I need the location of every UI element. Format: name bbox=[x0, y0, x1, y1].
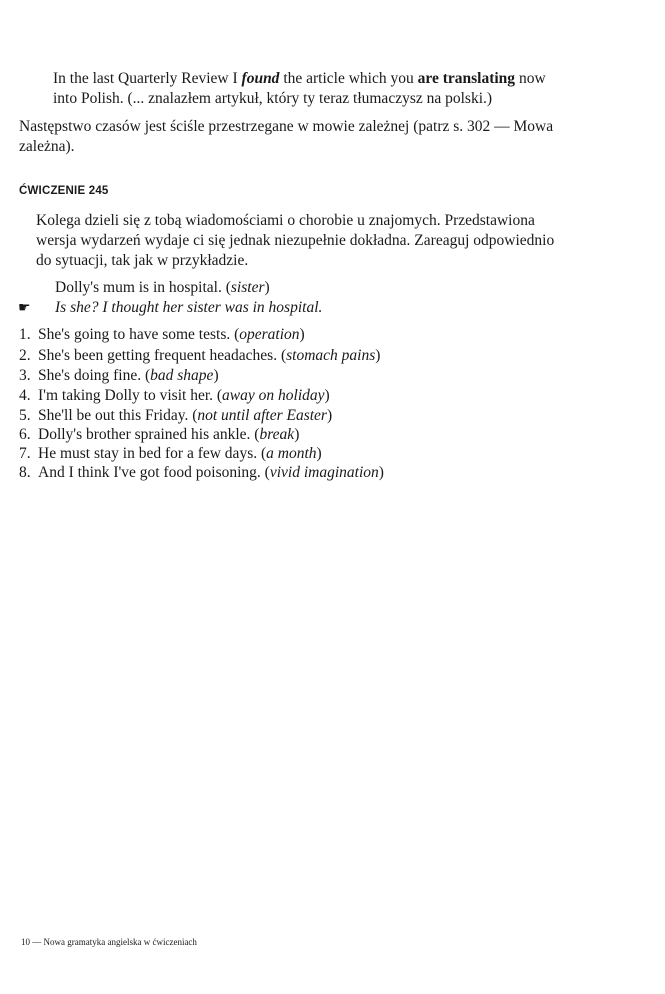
page-footer: 10 — Nowa gramatyka angielska w ćwiczeniach bbox=[21, 937, 197, 947]
item-cue: break bbox=[259, 426, 295, 443]
item-number: 2. bbox=[19, 347, 31, 364]
list-item bbox=[19, 406, 332, 426]
item-cue: stomach pains bbox=[286, 347, 376, 364]
item-close: ) bbox=[375, 347, 381, 364]
item-close: ) bbox=[299, 326, 305, 343]
item-close: ) bbox=[213, 367, 219, 384]
intro-example bbox=[53, 69, 613, 109]
exercise-title: ĆWICZENIE 245 bbox=[19, 185, 109, 197]
item-cue: not until after Easter bbox=[197, 407, 327, 424]
item-number: 4. bbox=[19, 387, 31, 404]
item-cue: operation bbox=[239, 326, 300, 343]
item-text: She's going to have some tests. ( bbox=[38, 326, 240, 343]
example-answer-text: Is she? I thought her sister was in hospital. bbox=[55, 299, 323, 316]
example-prompt bbox=[55, 278, 270, 298]
item-text: He must stay in bed for a few days. ( bbox=[38, 445, 267, 462]
instruction-line-3: do sytuacji, tak jak w przykładzie. bbox=[36, 252, 249, 269]
example-answer bbox=[55, 298, 322, 318]
item-cue: away on holiday bbox=[222, 387, 325, 404]
list-item bbox=[19, 463, 384, 483]
pointing-hand-icon: ☛ bbox=[18, 301, 31, 316]
list-item bbox=[19, 346, 380, 366]
intro-text: now bbox=[515, 70, 546, 87]
item-number: 7. bbox=[19, 445, 31, 462]
item-close: ) bbox=[316, 445, 322, 462]
item-text: Dolly's brother sprained his ankle. ( bbox=[38, 426, 260, 443]
intro-line-1 bbox=[53, 69, 613, 89]
example-cue: sister bbox=[230, 279, 265, 296]
item-text: She's been getting frequent headaches. ( bbox=[38, 347, 287, 364]
item-text: She's doing fine. ( bbox=[38, 367, 151, 384]
grammar-note bbox=[19, 117, 619, 157]
list-item bbox=[19, 366, 219, 386]
item-number: 8. bbox=[19, 464, 31, 481]
item-cue: bad shape bbox=[150, 367, 214, 384]
item-text: And I think I've got food poisoning. ( bbox=[38, 464, 270, 481]
instruction-line-1: Kolega dzieli się z tobą wiadomościami o chorobie u znajomych. Przedstawiona bbox=[36, 212, 535, 229]
intro-line-2: into Polish. (... znalazłem artykuł, który ty teraz tłumaczysz na polski.) bbox=[53, 90, 493, 107]
list-item bbox=[19, 386, 330, 406]
list-item bbox=[19, 325, 305, 345]
exercise-instruction bbox=[36, 211, 626, 271]
instruction-line-2: wersja wydarzeń wydaje ci się jednak niezupełnie dokładna. Zareaguj odpowiednio bbox=[36, 232, 555, 249]
example-close: ) bbox=[264, 279, 270, 296]
example-text: Dolly's mum is in hospital. ( bbox=[55, 279, 231, 296]
intro-emphasis-translating: are translating bbox=[417, 70, 516, 87]
item-close: ) bbox=[326, 407, 333, 424]
intro-emphasis-found: found bbox=[241, 70, 280, 87]
item-number: 3. bbox=[19, 367, 31, 384]
item-number: 1. bbox=[19, 326, 31, 343]
intro-text: the article which you bbox=[279, 70, 418, 87]
item-cue: vivid imagination bbox=[269, 464, 379, 481]
item-number: 6. bbox=[19, 426, 31, 443]
item-close: ) bbox=[324, 387, 330, 404]
item-cue: a month bbox=[266, 445, 317, 462]
note-line-2: zależna). bbox=[19, 138, 75, 155]
item-text: She'll be out this Friday. ( bbox=[38, 407, 198, 424]
item-close: ) bbox=[294, 426, 300, 443]
item-number: 5. bbox=[19, 407, 31, 424]
item-text: I'm taking Dolly to visit her. ( bbox=[38, 387, 223, 404]
note-line-1: Następstwo czasów jest ściśle przestrzegane w mowie zależnej (patrz s. 302 — Mowa bbox=[19, 118, 554, 135]
item-close: ) bbox=[378, 464, 384, 481]
intro-text: In the last Quarterly Review I bbox=[53, 70, 242, 87]
list-item bbox=[19, 425, 299, 445]
list-item bbox=[19, 444, 322, 464]
